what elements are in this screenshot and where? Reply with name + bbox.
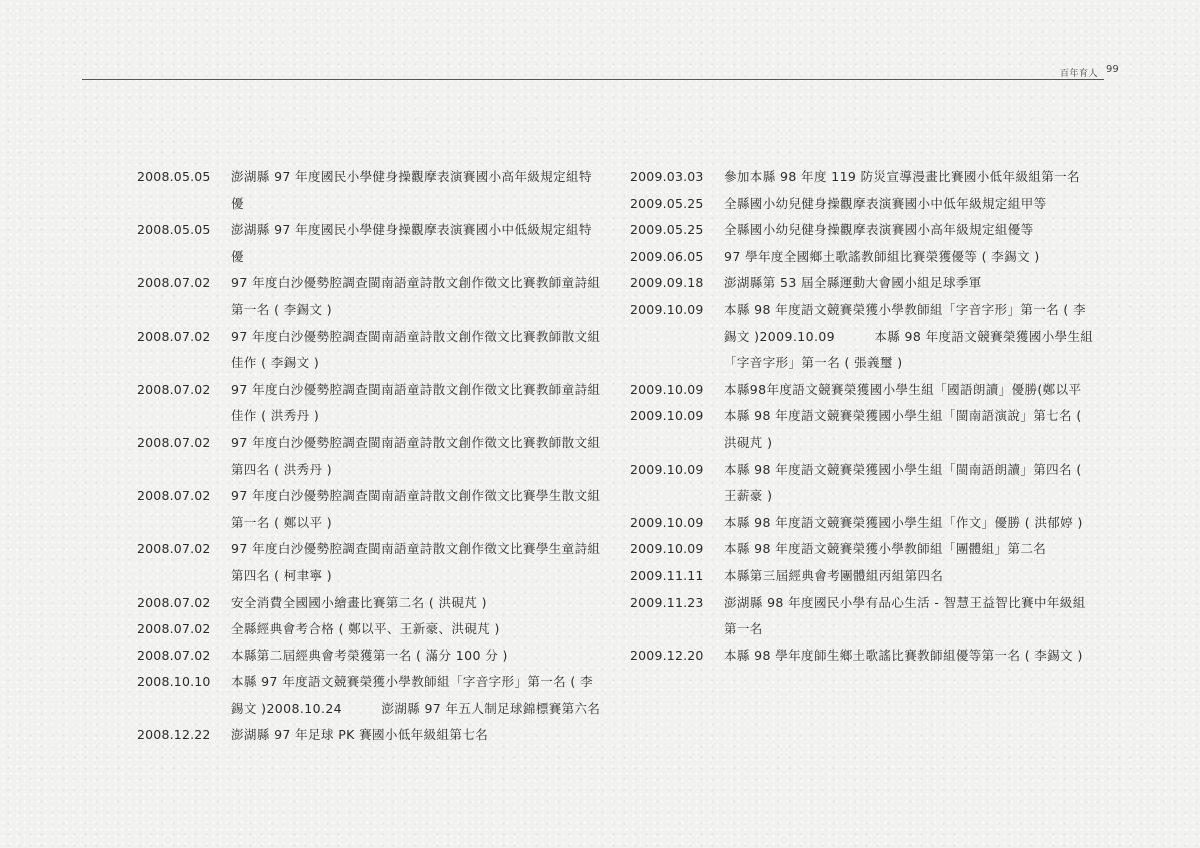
award-entry xyxy=(137,377,607,430)
award-entry xyxy=(630,590,1098,643)
entry-text: 本縣 97 年度語文競賽榮獲小學教師組「字音字形」第一名 ( 李錫文 )2008.10.24 澎湖縣 97 年五人制足球錦標賽第六名 xyxy=(231,674,601,716)
page-number: 99 xyxy=(1106,64,1119,75)
entry-date: 2009.10.09 xyxy=(630,301,704,317)
left-column xyxy=(137,164,607,749)
entry-date: 2008.10.10 xyxy=(137,674,211,690)
entry-date: 2008.07.02 xyxy=(137,647,211,663)
entry-text: 97 年度白沙優勢腔調查閩南語童詩散文創作徵文比賽學生散文組第一名 ( 鄭以平 ) xyxy=(231,488,601,530)
entry-text: 本縣 98 年度語文競賽榮獲小學教師組「字音字形」第一名 ( 李錫文 )2009.10.09 本縣 98 年度語文競賽榮獲國小學生組「字音字形」第一名 ( 張義璽 ) xyxy=(724,301,1094,371)
entry-date: 2009.11.23 xyxy=(630,594,704,610)
award-entry xyxy=(137,722,607,749)
entry-text: 澎湖縣 98 年度國民小學有品心生活 - 智慧王益智比賽中年級組第一名 xyxy=(724,594,1086,637)
award-entry xyxy=(630,217,1098,244)
entry-date: 2008.07.02 xyxy=(137,381,211,397)
award-entry xyxy=(630,244,1098,271)
entry-date: 2008.07.02 xyxy=(137,541,211,557)
entry-date: 2008.07.02 xyxy=(137,594,211,610)
entry-date: 2009.03.03 xyxy=(630,169,704,184)
award-entry xyxy=(137,164,607,217)
entry-text: 本縣 98 年度語文競賽榮獲國小學生組「閩南語演說」第七名 ( 洪硯芃 ) xyxy=(724,408,1086,450)
entry-date: 2008.05.05 xyxy=(137,222,211,238)
entry-date: 2009.10.09 xyxy=(630,381,704,397)
entry-text: 澎湖縣第 53 屆全縣運動大會國小組足球季軍 xyxy=(724,275,982,291)
entry-text: 本縣第二屆經典會考榮獲第一名 ( 滿分 100 分 ) xyxy=(231,647,508,663)
entry-text: 本縣 98 年度語文競賽榮獲小學教師組「團體組」第二名 xyxy=(724,541,1047,557)
entry-date: 2009.10.09 xyxy=(630,408,704,424)
award-entry xyxy=(137,324,607,377)
entry-date: 2009.05.25 xyxy=(630,195,704,211)
entry-text: 97 年度白沙優勢腔調查閩南語童詩散文創作徵文比賽教師散文組第四名 ( 洪秀丹 ) xyxy=(231,434,601,477)
entry-date: 2008.07.02 xyxy=(137,488,211,504)
award-entry xyxy=(137,217,607,270)
entry-text: 97 學年度全國鄉土歌謠教師組比賽榮獲優等 ( 李錫文 ) xyxy=(724,248,1040,264)
entry-date: 2009.12.20 xyxy=(630,647,704,663)
right-column xyxy=(630,164,1098,669)
entry-text: 澎湖縣 97 年度國民小學健身操觀摩表演賽國小高年級規定組特優 xyxy=(231,169,592,211)
entry-date: 2008.07.02 xyxy=(137,275,211,291)
entry-date: 2009.10.09 xyxy=(630,514,704,530)
entry-text: 澎湖縣 97 年度國民小學健身操觀摩表演賽國小中低級規定組特優 xyxy=(231,222,592,264)
award-entry xyxy=(630,270,1098,297)
entry-text: 安全消費全國國小繪畫比賽第二名 ( 洪硯芃 ) xyxy=(231,594,487,610)
award-entry xyxy=(630,164,1098,191)
award-entry xyxy=(630,457,1098,510)
award-entry xyxy=(137,669,607,722)
award-entry xyxy=(137,536,607,589)
header-rule xyxy=(82,79,1104,80)
award-entry xyxy=(630,377,1098,404)
entry-text: 本縣 98 學年度師生鄉土歌謠比賽教師組優等第一名 ( 李錫文 ) xyxy=(724,647,1083,663)
entry-text: 全縣國小幼兒健身操觀摩表演賽國小高年級規定組優等 xyxy=(724,222,1034,238)
entry-text: 全縣國小幼兒健身操觀摩表演賽國小中低年級規定組甲等 xyxy=(724,195,1047,211)
award-entry xyxy=(630,536,1098,563)
running-header-title: 百年育人 xyxy=(1059,69,1098,79)
entry-date: 2008.12.22 xyxy=(137,727,211,743)
entry-date: 2008.07.02 xyxy=(137,328,211,344)
entry-date: 2009.10.09 xyxy=(630,461,704,477)
entry-date: 2009.09.18 xyxy=(630,275,704,291)
award-entry xyxy=(137,430,607,483)
entry-text: 本縣98年度語文競賽榮獲國小學生組「國語朗讀」優勝(鄭以平 xyxy=(724,381,1082,397)
entry-date: 2009.11.11 xyxy=(630,567,704,583)
entry-date: 2009.10.09 xyxy=(630,541,704,557)
award-entry xyxy=(137,270,607,323)
award-entry xyxy=(137,483,607,536)
entry-date: 2008.07.02 xyxy=(137,434,211,450)
award-entry xyxy=(630,643,1098,670)
entry-date: 2008.07.02 xyxy=(137,621,211,637)
entry-text: 97 年度白沙優勢腔調查閩南語童詩散文創作徵文比賽學生童詩組第四名 ( 柯聿寧 ) xyxy=(231,541,601,583)
award-entry xyxy=(137,643,607,670)
entry-text: 97 年度白沙優勢腔調查閩南語童詩散文創作徵文比賽教師童詩組第一名 ( 李錫文 ) xyxy=(231,275,601,317)
entry-text: 97 年度白沙優勢腔調查閩南語童詩散文創作徵文比賽教師散文組佳作 ( 李錫文 ) xyxy=(231,328,601,371)
entry-text: 本縣 98 年度語文競賽榮獲國小學生組「作文」優勝 ( 洪郁婷 ) xyxy=(724,514,1083,530)
entry-text: 全縣經典會考合格 ( 鄭以平、王新豪、洪硯芃 ) xyxy=(231,621,500,637)
award-entry xyxy=(630,191,1098,218)
entry-date: 2008.05.05 xyxy=(137,169,211,184)
entry-date: 2009.05.25 xyxy=(630,222,704,238)
entry-text: 本縣 98 年度語文競賽榮獲國小學生組「閩南語朗讀」第四名 ( 王薪豪 ) xyxy=(724,461,1086,504)
entry-text: 本縣第三屆經典會考團體組丙組第四名 xyxy=(724,567,944,583)
entry-text: 參加本縣 98 年度 119 防災宣導漫畫比賽國小低年級組第一名 xyxy=(724,169,1080,184)
award-entry xyxy=(630,563,1098,590)
entry-text: 澎湖縣 97 年足球 PK 賽國小低年級組第七名 xyxy=(231,727,489,743)
award-entry xyxy=(630,403,1098,456)
award-entry xyxy=(630,297,1098,377)
award-entry xyxy=(630,510,1098,537)
award-entry xyxy=(137,590,607,617)
entry-date: 2009.06.05 xyxy=(630,248,704,264)
award-entry xyxy=(137,616,607,643)
entry-text: 97 年度白沙優勢腔調查閩南語童詩散文創作徵文比賽教師童詩組佳作 ( 洪秀丹 ) xyxy=(231,381,601,424)
